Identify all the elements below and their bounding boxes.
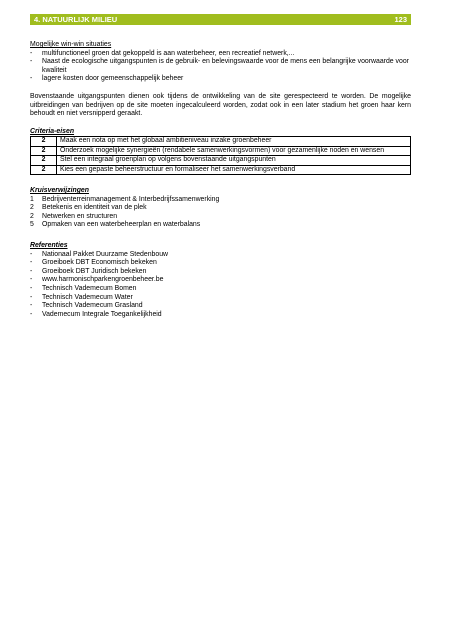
list-item: - www.harmonischparkengroenbeheer.be	[30, 276, 164, 284]
list-item: - multifunctioneel groen dat gekoppeld is aan waterbeheer, een recreatief netwerk,...	[30, 49, 295, 57]
list-item: 2 Betekenis en identiteit van de plek	[30, 204, 147, 212]
table-row: 2 Stel een integraal groenplan op volgens bovenstaande uitgangspunten	[31, 156, 411, 165]
table-row: 2 Maak een nota op met het globaal ambitieniveau inzake groenbeheer	[31, 137, 411, 146]
table-row: 2 Kies een gepaste beheerstructuur en formaliseer het samenwerkingsverband	[31, 165, 411, 174]
body-paragraph: Bovenstaande uitgangspunten dienen ook tijdens de ontwikkeling van de site gerespecteerd te worden. De mogelijke uitbreidingen van bedrijven op de site moeten ingecalculeerd worden, zodat ook in een later stadium het groen haar kern behoudt en niet versnipperd geraakt.	[30, 92, 411, 118]
kruisverwijzingen-list	[30, 196, 411, 230]
criteria-title: Criteria-eisen	[30, 127, 75, 135]
page-number: 123	[394, 15, 407, 24]
section-title: 4. NATUURLIJK MILIEU	[34, 15, 118, 24]
page-content	[30, 41, 411, 319]
list-item: - Technisch Vademecum Grasland	[30, 302, 143, 310]
list-item: 5 Opmaken van een waterbeheerplan en waterbalans	[30, 221, 201, 229]
list-item: - Naast de ecologische uitgangspunten is de gebruik- en belevingswaarde voor de mens een belangrijke voorwaarde voor kwaliteit	[30, 58, 409, 74]
list-item: - Groeiboek DBT Economisch bekeken	[30, 259, 157, 267]
referenties-list	[30, 251, 411, 320]
winwin-title: Mogelijke win-win situaties	[30, 41, 112, 48]
criteria-table	[30, 136, 411, 175]
list-item: - lagere kosten door gemeenschappelijk beheer	[30, 75, 184, 83]
list-item: 1 Bedrijventerreinmanagement & Interbedrijfssamenwerking	[30, 195, 220, 203]
page-header-bar	[30, 14, 411, 25]
list-item: - Technisch Vademecum Water	[30, 293, 133, 301]
list-item: - Technisch Vademecum Bomen	[30, 284, 137, 292]
list-item: 2 Netwerken en structuren	[30, 212, 118, 220]
list-item: - Groeiboek DBT Juridisch bekeken	[30, 267, 147, 275]
table-row: 2 Onderzoek mogelijke synergieën (rendabele samenwerkingsvormen) voor gezamenlijke noden en wensen	[31, 146, 411, 155]
winwin-list	[30, 50, 411, 84]
list-item: - Vademecum Integrale Toegankelijkheid	[30, 310, 162, 318]
list-item: - Nationaal Pakket Duurzame Stedenbouw	[30, 250, 169, 258]
website-link[interactable]: www.harmonischparkengroenbeheer.be	[42, 276, 164, 284]
referenties-title: Referenties	[30, 241, 68, 249]
kruisverwijzingen-title: Kruisverwijzingen	[30, 186, 89, 194]
